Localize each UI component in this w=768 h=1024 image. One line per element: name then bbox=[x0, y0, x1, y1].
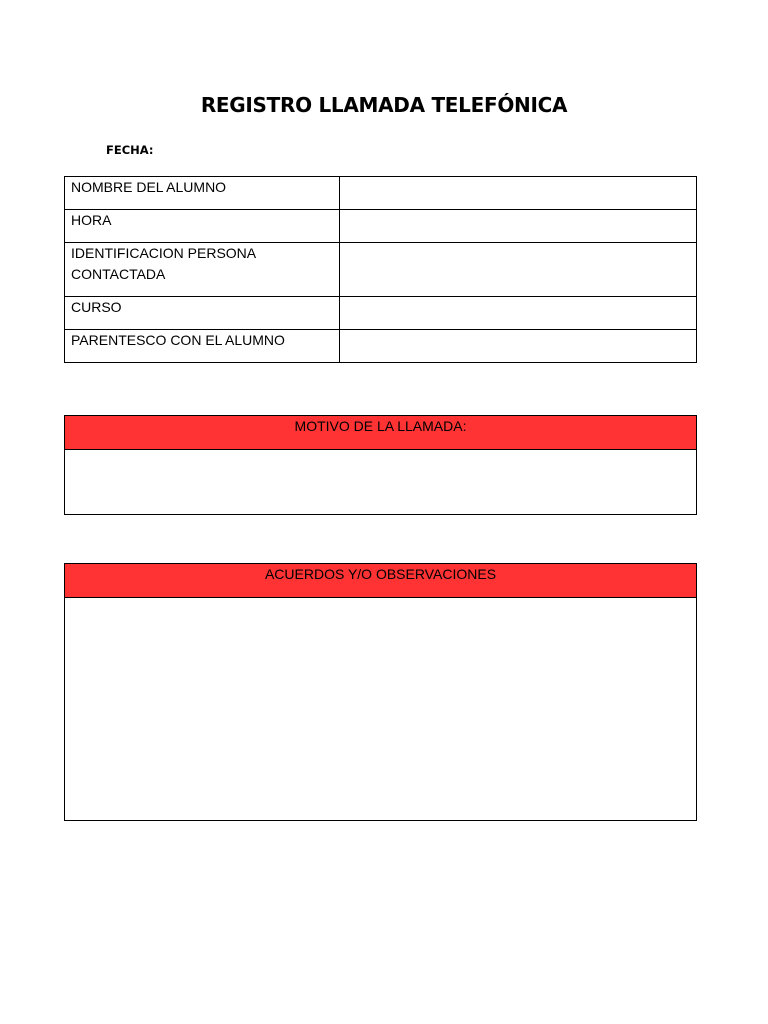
row-value-nombre-alumno[interactable] bbox=[340, 177, 697, 210]
document-title: REGISTRO LLAMADA TELEFÓNICA bbox=[200, 93, 568, 117]
row-value-identificacion[interactable] bbox=[340, 243, 697, 297]
row-label-identificacion: IDENTIFICACION PERSONA CONTACTADA bbox=[65, 243, 340, 297]
table-row bbox=[65, 297, 697, 330]
row-label-nombre-alumno: NOMBRE DEL ALUMNO bbox=[65, 177, 340, 210]
row-label-hora: HORA bbox=[65, 210, 340, 243]
table-row bbox=[65, 210, 697, 243]
motivo-header: MOTIVO DE LA LLAMADA: bbox=[65, 416, 696, 450]
motivo-section bbox=[64, 415, 697, 515]
table-row bbox=[65, 177, 697, 210]
acuerdos-section bbox=[64, 563, 697, 821]
call-info-table bbox=[64, 176, 697, 363]
motivo-content-area[interactable] bbox=[65, 450, 696, 514]
acuerdos-header: ACUERDOS Y/O OBSERVACIONES bbox=[65, 564, 696, 598]
row-value-parentesco[interactable] bbox=[340, 330, 697, 363]
row-value-hora[interactable] bbox=[340, 210, 697, 243]
acuerdos-content-area[interactable] bbox=[65, 598, 696, 820]
fecha-label: FECHA: bbox=[106, 143, 154, 157]
row-value-curso[interactable] bbox=[340, 297, 697, 330]
table-row bbox=[65, 243, 697, 297]
row-label-curso: CURSO bbox=[65, 297, 340, 330]
row-label-parentesco: PARENTESCO CON EL ALUMNO bbox=[65, 330, 340, 363]
table-row bbox=[65, 330, 697, 363]
